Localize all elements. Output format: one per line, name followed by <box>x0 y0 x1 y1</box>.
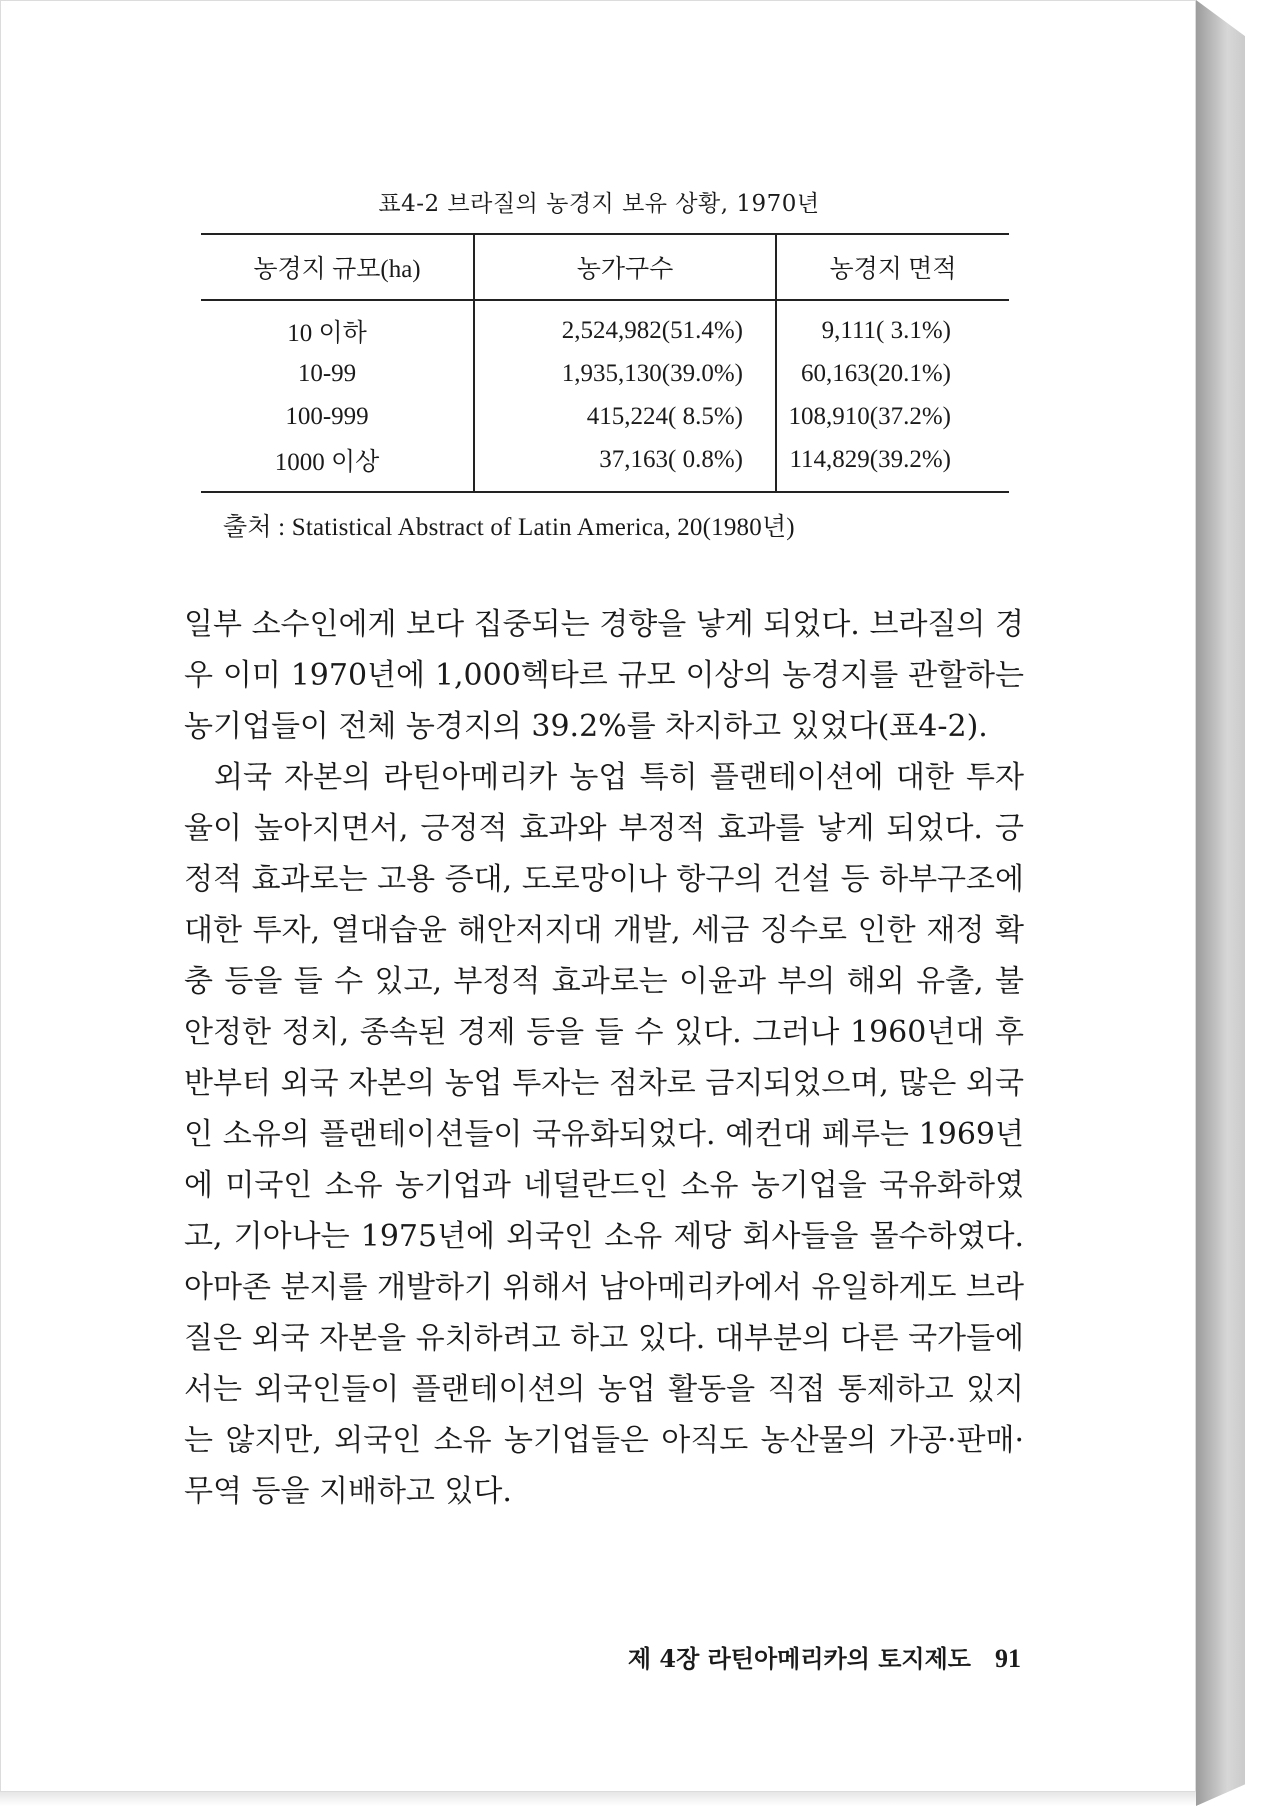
table-cell: 9,111( 3.1%) <box>776 300 1009 352</box>
column-header-size: 농경지 규모(ha) <box>201 234 474 300</box>
body-text <box>184 599 1024 1517</box>
table-cell: 1,935,130(39.0%) <box>474 352 776 395</box>
table-source: 출처 : Statistical Abstract of Latin America, 20(1980년) <box>223 514 795 541</box>
table-row <box>201 300 1009 352</box>
table-cell: 60,163(20.1%) <box>776 352 1009 395</box>
table-cell: 37,163( 0.8%) <box>474 438 776 492</box>
table-cell: 108,910(37.2%) <box>776 395 1009 438</box>
page-number: 91 <box>995 1644 1021 1673</box>
table-row <box>201 438 1009 492</box>
landholding-table <box>201 233 1009 493</box>
paragraph: 일부 소수인에게 보다 집중되는 경향을 낳게 되었다. 브라질의 경우 이미 1970년에 1,000헥타르 규모 이상의 농경지를 관할하는 농기업들이 전체 농경지의 39.2%를 차지하고 있었다(표4-2). <box>184 607 1024 744</box>
page-edge-shadow <box>1196 0 1266 1806</box>
table-cell: 114,829(39.2%) <box>776 438 1009 492</box>
table-cell: 1000 이상 <box>201 438 474 492</box>
chapter-title: 제 4장 라틴아메리카의 토지제도 <box>627 1644 971 1673</box>
column-header-area: 농경지 면적 <box>776 234 1009 300</box>
table-row <box>201 352 1009 395</box>
column-header-households: 농가구수 <box>474 234 776 300</box>
page-bottom-shadow <box>0 1792 1196 1806</box>
table-row <box>201 395 1009 438</box>
paragraph: 외국 자본의 라틴아메리카 농업 특히 플랜테이션에 대한 투자율이 높아지면서, 긍정적 효과와 부정적 효과를 낳게 되었다. 긍정적 효과로는 고용 증대, 도로망이나 항구의 건설 등 하부구조에 대한 투자, 열대습윤 해안저지대 개발, 세금 징수로 인한 재정 확충 등을 들 수 있고, 부정적 효과로는 이윤과 부의 해외 유출, 불안정한 정치, 종속된 경제 등을 들 수 있다. 그러나 1960년대 후반부터 외국 자본의 농업 투자는 점차로 금지되었으며, 많은 외국인 소유의 플랜테이션들이 국유화되었다. 예컨대 페루는 1969년에 미국인 소유 농기업과 네덜란드인 소유 농기업을 국유화하였고, 기아나는 1975년에 외국인 소유 제당 회사들을 몰수하였다. 아마존 분지를 개발하기 위해서 남아메리카에서 유일하게도 브라질은 외국 자본을 유치하려고 하고 있다. 대부분의 다른 국가들에서는 외국인들이 플랜테이션의 농업 활동을 직접 통제하고 있지는 않지만, 외국인 소유 농기업들은 아직도 농산물의 가공·판매·무역 등을 지배하고 있다. <box>184 760 1024 1509</box>
running-footer <box>628 1639 1021 1674</box>
table-cell: 2,524,982(51.4%) <box>474 300 776 352</box>
table-cell: 100-999 <box>285 402 369 430</box>
table-header-row <box>201 234 1009 300</box>
table-cell: 10-99 <box>297 359 357 387</box>
table-cell: 415,224( 8.5%) <box>474 395 776 438</box>
table-cell: 10 이하 <box>287 319 367 347</box>
table-caption: 표4-2 브라질의 농경지 보유 상황, 1970년 <box>378 191 820 217</box>
